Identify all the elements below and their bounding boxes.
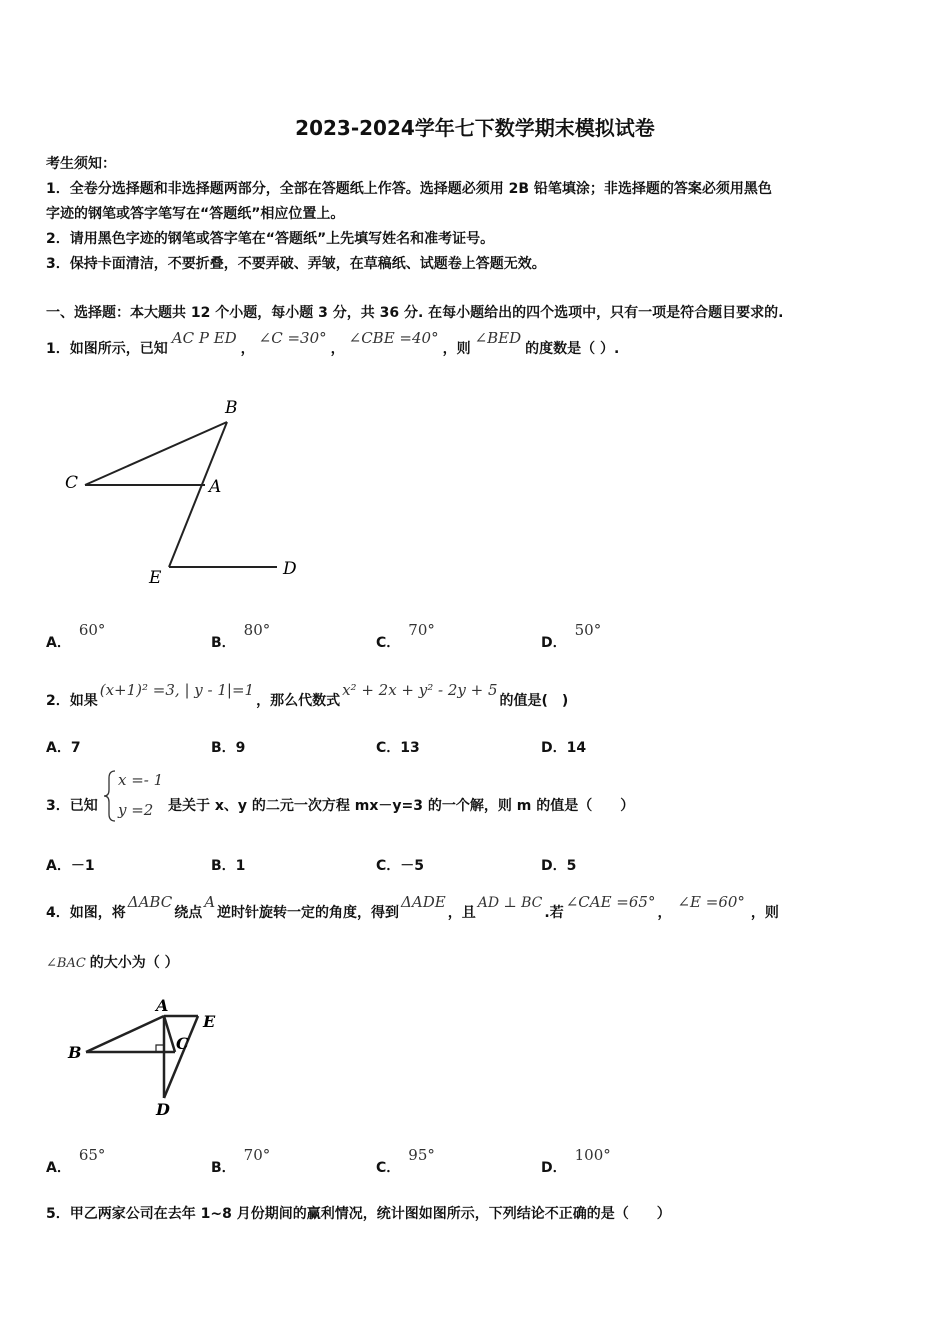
q4-label-c: C [176,1034,189,1053]
q4-option-d[interactable]: D．100° [541,1146,611,1176]
q1-option-a[interactable]: A．60° [46,621,106,651]
q2-mid: ，那么代数式 [256,693,341,709]
q4-math-point-a: A [204,893,216,911]
notice-line-3: 3．保持卡面清洁，不要折叠，不要弄破、弄皱，在草稿纸、试题卷上答题无效。 [46,256,546,272]
q3-option-b[interactable]: B．1 [211,858,246,874]
q4-math-triangle-abc: ΔABC [127,893,173,911]
question-1 [46,329,620,358]
q2-option-a[interactable]: A．7 [46,740,81,756]
q3-suffix: 是关于 x、y 的二元一次方程 mx－y=3 的一个解，则 m 的值是（ ） [168,798,635,814]
q1-option-b[interactable]: B．80° [211,621,271,651]
notice-heading: 考生须知： [46,156,116,172]
q1-sep: ， [240,341,255,357]
q1-sep: ， [330,341,345,357]
q4-math-angle-cae: ∠CAE =65° [565,893,656,911]
q4-prefix: 4．如图，将 [46,905,126,921]
q2-option-d[interactable]: D．14 [541,740,587,756]
q3-option-a[interactable]: A．－1 [46,858,95,874]
q4-option-b[interactable]: B．70° [211,1146,271,1176]
q3-prefix: 3．已知 [46,798,98,814]
q2-suffix: 的值是( ) [499,693,569,709]
q1-label-e: E [149,568,162,588]
question-4: 4．如图，将ΔABC绕点A逆时针旋转一定的角度，得到ΔADE，且AD ⊥ BC.若∠CAE =65°，∠E =60°，则 [46,893,779,921]
q1-math-angle-cbe: ∠CBE =40° [348,329,439,347]
q1-suffix: 的度数是（ ）. [525,341,620,357]
q4-label-b: B [68,1043,82,1062]
q3-system-eq1: x =- 1 [118,771,164,789]
q1-option-c[interactable]: C．70° [376,621,435,651]
q1-figure [55,390,315,590]
q4-option-c[interactable]: C．95° [376,1146,435,1176]
q1-label-b: B [225,398,238,418]
q1-sep: ，则 [442,341,471,357]
q1-option-d[interactable]: D．50° [541,621,602,651]
q4-segment-ed [164,1016,198,1098]
q4-label-d: D [156,1100,170,1119]
q4-figure [40,995,230,1125]
q4-math-angle-e: ∠E =60° [677,893,745,911]
q1-label-d: D [283,559,297,579]
q3-system-eq2: y =2 [118,801,154,819]
q4-label-a: A [156,996,169,1015]
q4-math-perpendicular: AD ⊥ BC [477,895,543,911]
q4-math-angle-bac: ∠BAC [46,956,86,971]
q1-prefix: 1．如图所示，已知 [46,341,168,357]
q1-label-a: A [209,477,222,497]
q4-math-triangle-ade: ΔADE [401,893,446,911]
q2-math-condition: (x+1)² =3, | y - 1|=1 [99,681,255,699]
notice-line-2: 2．请用黑色字迹的钢笔或答字笔在“答题纸”上先填写姓名和准考证号。 [46,231,495,247]
question-5: 5．甲乙两家公司在去年 1~8 月份期间的赢利情况，统计图如图所示，下列结论不正确的是（ ） [46,1206,671,1222]
question-2 [46,681,569,710]
notice-line-1b: 字迹的钢笔或答字笔写在“答题纸”相应位置上。 [46,206,345,222]
page-title: 2023-2024学年七下数学期末模拟试卷 [295,116,655,140]
q2-option-c[interactable]: C．13 [376,740,420,756]
q1-math-angle-bed: ∠BED [474,329,522,347]
q4-segment-ac [164,1016,175,1052]
q3-option-d[interactable]: D．5 [541,858,577,874]
q1-math-parallel: AC P ED [171,329,237,347]
q4-line2: ∠BAC 的大小为（ ） [46,955,179,971]
q2-math-expression: x² + 2x + y² - 2y + 5 [342,681,498,699]
q2-option-b[interactable]: B．9 [211,740,246,756]
q4-label-e: E [203,1012,216,1031]
q2-prefix: 2．如果 [46,693,98,709]
q4-option-a[interactable]: A．65° [46,1146,106,1176]
q1-math-angle-c: ∠C =30° [258,329,327,347]
notice-line-1: 1．全卷分选择题和非选择题两部分，全部在答题纸上作答。选择题必须用 2B 铅笔填涂；非选择题的答案必须用黑色 [46,181,772,197]
q3-brace [102,768,118,824]
q3-option-c[interactable]: C．－5 [376,858,425,874]
section-heading: 一、选择题：本大题共 12 个小题，每小题 3 分，共 36 分. 在每小题给出的四个选项中，只有一项是符合题目要求的. [46,305,784,321]
q1-label-c: C [65,473,79,493]
q4-segment-ba [86,1016,164,1052]
